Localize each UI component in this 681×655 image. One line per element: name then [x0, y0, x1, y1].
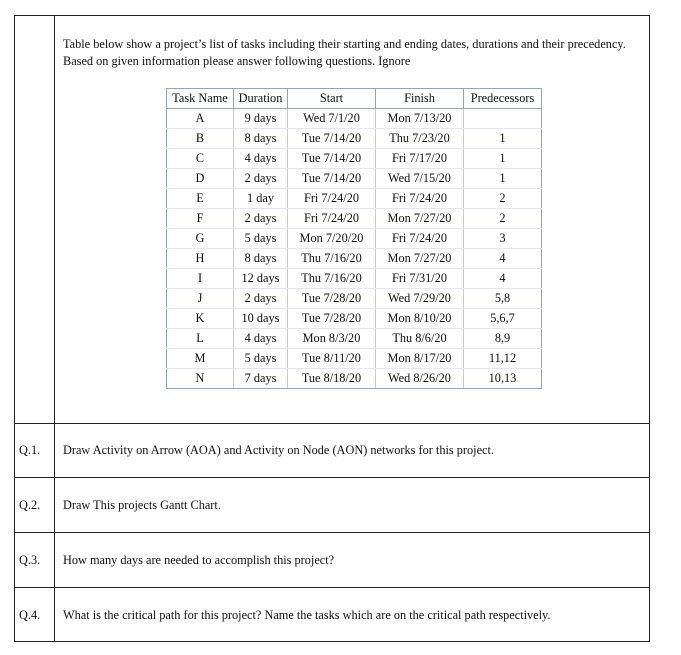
table-row	[167, 149, 542, 169]
header-start: Start	[288, 89, 376, 109]
table-row	[167, 329, 542, 349]
duration-cell: 5 days	[234, 229, 288, 249]
start-cell: Tue 8/11/20	[288, 349, 376, 369]
header-predecessors: Predecessors	[464, 89, 542, 109]
duration-cell: 2 days	[234, 169, 288, 189]
predecessors-cell: 2	[464, 209, 542, 229]
duration-cell: 5 days	[234, 349, 288, 369]
start-cell: Fri 7/24/20	[288, 189, 376, 209]
duration-cell: 10 days	[234, 309, 288, 329]
table-row	[167, 229, 542, 249]
task-name-cell: M	[167, 349, 234, 369]
start-cell: Tue 7/14/20	[288, 169, 376, 189]
start-cell: Mon 8/3/20	[288, 329, 376, 349]
table-row	[167, 169, 542, 189]
duration-cell: 4 days	[234, 329, 288, 349]
table-row	[167, 249, 542, 269]
task-name-cell: N	[167, 369, 234, 389]
finish-cell: Mon 7/27/20	[376, 209, 464, 229]
finish-cell: Fri 7/24/20	[376, 229, 464, 249]
finish-cell: Mon 7/13/20	[376, 109, 464, 129]
predecessors-cell: 8,9	[464, 329, 542, 349]
question-2-number: Q.2.	[19, 498, 41, 512]
row-divider	[15, 587, 649, 588]
predecessors-cell: 5,8	[464, 289, 542, 309]
task-name-cell: I	[167, 269, 234, 289]
start-cell: Thu 7/16/20	[288, 269, 376, 289]
predecessors-cell: 1	[464, 149, 542, 169]
header-finish: Finish	[376, 89, 464, 109]
finish-cell: Wed 8/26/20	[376, 369, 464, 389]
finish-cell: Fri 7/31/20	[376, 269, 464, 289]
table-row	[167, 369, 542, 389]
start-cell: Tue 7/14/20	[288, 129, 376, 149]
start-cell: Tue 7/14/20	[288, 149, 376, 169]
duration-cell: 2 days	[234, 209, 288, 229]
finish-cell: Thu 7/23/20	[376, 129, 464, 149]
task-name-cell: L	[167, 329, 234, 349]
duration-cell: 8 days	[234, 249, 288, 269]
finish-cell: Mon 8/10/20	[376, 309, 464, 329]
header-task-name: Task Name	[167, 89, 234, 109]
duration-cell: 4 days	[234, 149, 288, 169]
finish-cell: Mon 7/27/20	[376, 249, 464, 269]
predecessors-cell: 1	[464, 169, 542, 189]
start-cell: Tue 8/18/20	[288, 369, 376, 389]
row-divider	[15, 532, 649, 533]
finish-cell: Wed 7/15/20	[376, 169, 464, 189]
intro-text: Table below show a project’s list of tasks including their starting and ending dates, durations and their precedency. Based on given information please answer following questions. Ignore	[63, 37, 626, 68]
row-divider	[15, 423, 649, 424]
task-name-cell: D	[167, 169, 234, 189]
start-cell: Fri 7/24/20	[288, 209, 376, 229]
row-divider	[15, 477, 649, 478]
duration-cell: 12 days	[234, 269, 288, 289]
table-row	[167, 269, 542, 289]
finish-cell: Mon 8/17/20	[376, 349, 464, 369]
duration-cell: 8 days	[234, 129, 288, 149]
question-2-text: Draw This projects Gantt Chart.	[63, 498, 221, 512]
predecessors-cell: 11,12	[464, 349, 542, 369]
predecessors-cell: 5,6,7	[464, 309, 542, 329]
table-row	[167, 309, 542, 329]
start-cell: Thu 7/16/20	[288, 249, 376, 269]
table-header-row	[167, 89, 542, 109]
question-1-number: Q.1.	[19, 443, 41, 457]
start-cell: Mon 7/20/20	[288, 229, 376, 249]
table-row	[167, 349, 542, 369]
question-4-text: What is the critical path for this project? Name the tasks which are on the critical path respectively.	[63, 608, 551, 622]
start-cell: Tue 7/28/20	[288, 289, 376, 309]
predecessors-cell: 3	[464, 229, 542, 249]
predecessors-cell: 4	[464, 249, 542, 269]
table-row	[167, 189, 542, 209]
task-name-cell: B	[167, 129, 234, 149]
question-4-number: Q.4.	[19, 608, 41, 622]
predecessors-cell: 10,13	[464, 369, 542, 389]
predecessors-cell: 4	[464, 269, 542, 289]
finish-cell: Fri 7/24/20	[376, 189, 464, 209]
question-3-text: How many days are needed to accomplish this project?	[63, 553, 335, 567]
column-divider	[54, 16, 55, 641]
header-duration: Duration	[234, 89, 288, 109]
task-name-cell: A	[167, 109, 234, 129]
task-name-cell: F	[167, 209, 234, 229]
duration-cell: 9 days	[234, 109, 288, 129]
task-name-cell: G	[167, 229, 234, 249]
predecessors-cell: 2	[464, 189, 542, 209]
task-name-cell: H	[167, 249, 234, 269]
table-row	[167, 109, 542, 129]
predecessors-cell: 1	[464, 129, 542, 149]
question-1-text: Draw Activity on Arrow (AOA) and Activity on Node (AON) networks for this project.	[63, 443, 494, 457]
duration-cell: 7 days	[234, 369, 288, 389]
start-cell: Wed 7/1/20	[288, 109, 376, 129]
finish-cell: Thu 8/6/20	[376, 329, 464, 349]
predecessors-cell	[464, 109, 542, 129]
task-name-cell: K	[167, 309, 234, 329]
start-cell: Tue 7/28/20	[288, 309, 376, 329]
task-table	[166, 88, 542, 389]
task-name-cell: C	[167, 149, 234, 169]
table-row	[167, 289, 542, 309]
document-frame	[14, 15, 650, 642]
task-name-cell: J	[167, 289, 234, 309]
duration-cell: 1 day	[234, 189, 288, 209]
finish-cell: Fri 7/17/20	[376, 149, 464, 169]
table-row	[167, 129, 542, 149]
question-3-number: Q.3.	[19, 553, 41, 567]
duration-cell: 2 days	[234, 289, 288, 309]
finish-cell: Wed 7/29/20	[376, 289, 464, 309]
table-row	[167, 209, 542, 229]
task-name-cell: E	[167, 189, 234, 209]
